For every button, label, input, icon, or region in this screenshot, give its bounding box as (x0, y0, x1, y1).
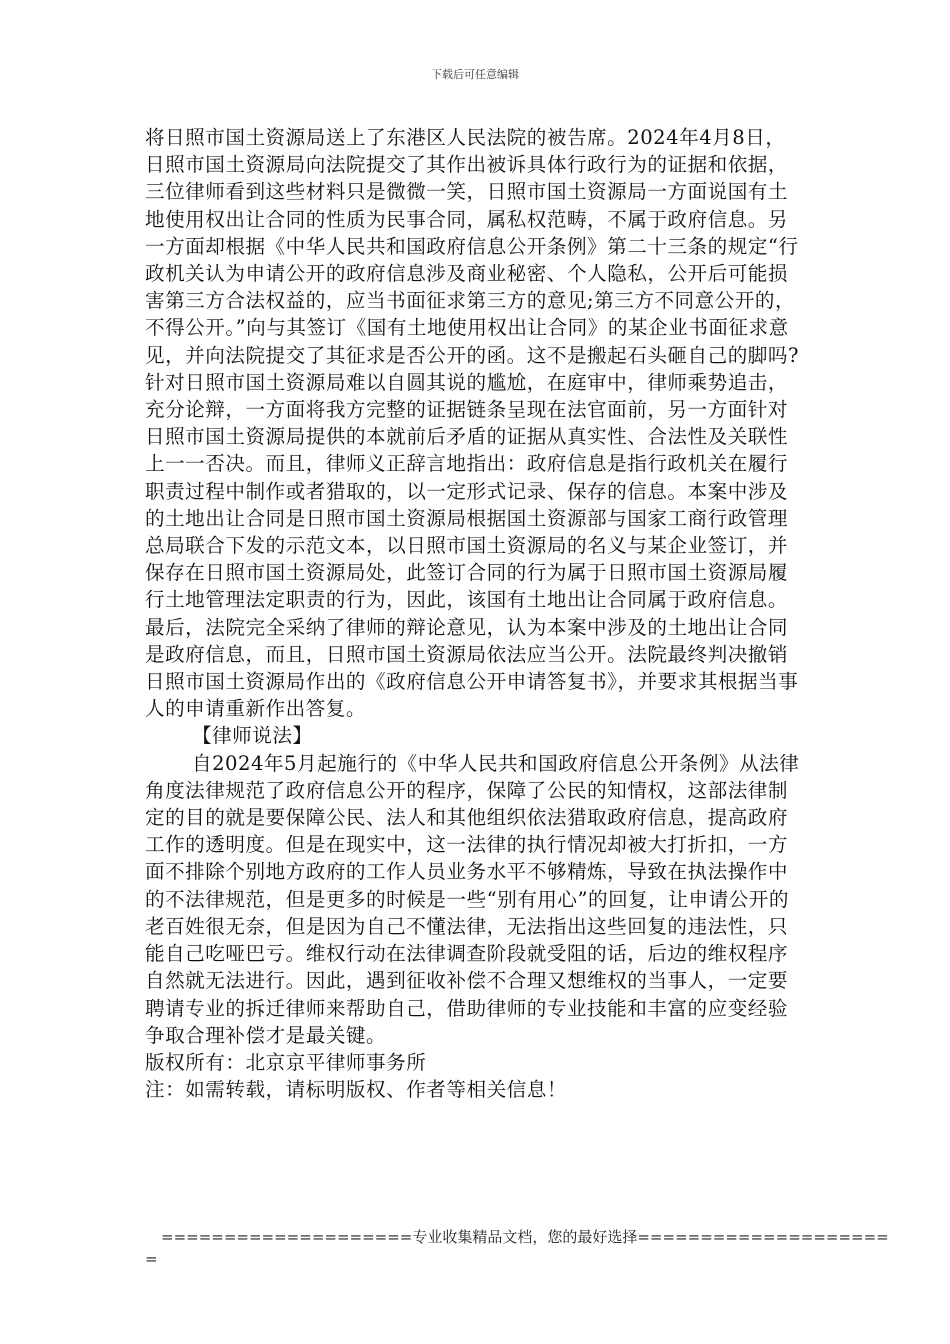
section-heading-lawyer-commentary: 【律师说法】 (192, 724, 313, 748)
page-header: 下载后可任意编辑 (431, 68, 519, 81)
footer-banner: ====================专业收集精品文档，您的最好选择==================== (161, 1228, 889, 1246)
footer-banner-continuation: = (145, 1250, 158, 1268)
paragraph-case-details: 将日照市国土资源局送上了东港区人民法院的被告席。2024年4月8日，日照市国土资源局向法院提交了其作出被诉具体行政行为的证据和依据，三位律师看到这些材料只是微微一笑，日照市国土资源局一方面说国有土地使用权出让合同的性质为民事合同，属私权范畴，不属于政府信息。另一方面却根据《中华人民共和国政府信息公开条例》第二十三条的规定“行政机关认为申请公开的政府信息涉及商业秘密、个人隐私，公开后可能损害第三方合法权益的，应当书面征求第三方的意见;第三方不同意公开的，不得公开。”向与其签订《国有土地使用权出让合同》的某企业书面征求意见，并向法院提交了其征求是否公开的函。这不是搬起石头砸自己的脚吗?针对日照市国土资源局难以自圆其说的尴尬，在庭审中，律师乘势追击，充分论辩，一方面将我方完整的证据链条呈现在法官面前，另一方面针对日照市国土资源局提供的本就前后矛盾的证据从真实性、合法性及关联性上一一否决。而且，律师义正辞言地指出：政府信息是指行政机关在履行职责过程中制作或者猎取的，以一定形式记录、保存的信息。本案中涉及的土地出让合同是日照市国土资源局根据国土资源部与国家工商行政管理总局联合下发的示范文本，以日照市国土资源局的名义与某企业签订，并保存在日照市国土资源局处，此签订合同的行为属于日照市国土资源局履行土地管理法定职责的行为，因此，该国有土地出让合同属于政府信息。最后，法院完全采纳了律师的辩论意见，认为本案中涉及的土地出让合同是政府信息，而且，日照市国土资源局依法应当公开。法院最终判决撤销日照市国土资源局作出的《政府信息公开申请答复书》，并要求其根据当事人的申请重新作出答复。 (145, 126, 800, 721)
article-body (145, 124, 805, 1103)
page-footer (145, 1226, 889, 1270)
reprint-note: 注：如需转载，请标明版权、作者等相关信息！ (145, 1078, 567, 1102)
copyright-line: 版权所有：北京京平律师事务所 (145, 1050, 427, 1074)
paragraph-lawyer-commentary: 自2024年5月起施行的《中华人民共和国政府信息公开条例》从法律角度法律规范了政府信息公开的程序，保障了公民的知情权，这部法律制定的目的就是要保障公民、法人和其他组织依法猎取政府信息，提高政府工作的透明度。但是在现实中，这一法律的执行情况却被大打折扣，一方面不排除个别地方政府的工作人员业务水平不够精炼，导致在执法操作中的不法律规范，但是更多的时候是一些“别有用心”的回复，让申请公开的老百姓很无奈，但是因为自己不懂法律，无法指出这些回复的违法性，只能自己吃哑巴亏。维权行动在法律调查阶段就受阻的话，后边的维权程序自然就无法进行。因此，遇到征收补偿不合理又想维权的当事人，一定要聘请专业的拆迁律师来帮助自己，借助律师的专业技能和丰富的应变经验争取合理补偿才是最关键。 (145, 751, 800, 1047)
